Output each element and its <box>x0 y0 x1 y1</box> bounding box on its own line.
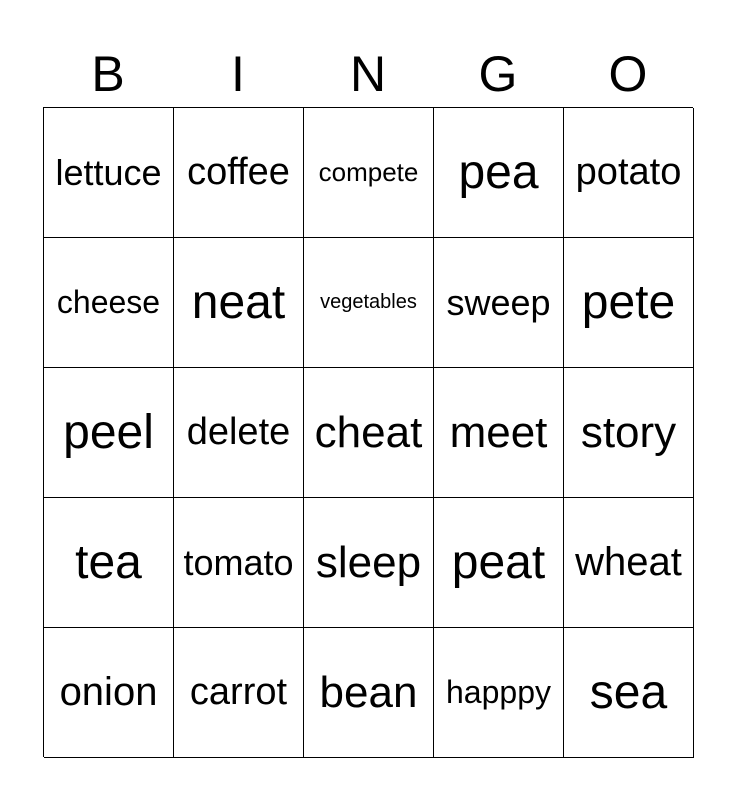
bingo-cell[interactable]: delete <box>174 368 304 498</box>
bingo-cell[interactable]: meet <box>434 368 564 498</box>
bingo-cell[interactable]: story <box>564 368 694 498</box>
header-letter-g: G <box>478 46 518 102</box>
bingo-board <box>43 107 693 757</box>
header-letter-b: B <box>91 46 125 102</box>
bingo-cell[interactable]: sleep <box>304 498 434 628</box>
bingo-cell[interactable]: pete <box>564 238 694 368</box>
bingo-cell[interactable]: wheat <box>564 498 694 628</box>
bingo-cell[interactable]: coffee <box>174 108 304 238</box>
bingo-cell[interactable]: bean <box>304 628 434 758</box>
bingo-header <box>43 42 693 106</box>
header-letter-i: I <box>231 46 245 102</box>
bingo-cell[interactable]: cheat <box>304 368 434 498</box>
bingo-cell[interactable]: pea <box>434 108 564 238</box>
header-letter-o: O <box>608 46 648 102</box>
bingo-cell[interactable]: vegetables <box>304 238 434 368</box>
bingo-cell[interactable]: peat <box>434 498 564 628</box>
bingo-cell[interactable]: sweep <box>434 238 564 368</box>
bingo-cell[interactable]: sea <box>564 628 694 758</box>
bingo-cell[interactable]: peel <box>44 368 174 498</box>
bingo-cell[interactable]: neat <box>174 238 304 368</box>
bingo-cell[interactable]: carrot <box>174 628 304 758</box>
bingo-cell[interactable]: onion <box>44 628 174 758</box>
header-letter-n: N <box>349 46 387 102</box>
bingo-cell[interactable]: potato <box>564 108 694 238</box>
bingo-cell[interactable]: happpy <box>434 628 564 758</box>
bingo-cell[interactable]: lettuce <box>44 108 174 238</box>
bingo-cell[interactable]: cheese <box>44 238 174 368</box>
bingo-cell[interactable]: tea <box>44 498 174 628</box>
bingo-cell[interactable]: compete <box>304 108 434 238</box>
bingo-cell[interactable]: tomato <box>174 498 304 628</box>
